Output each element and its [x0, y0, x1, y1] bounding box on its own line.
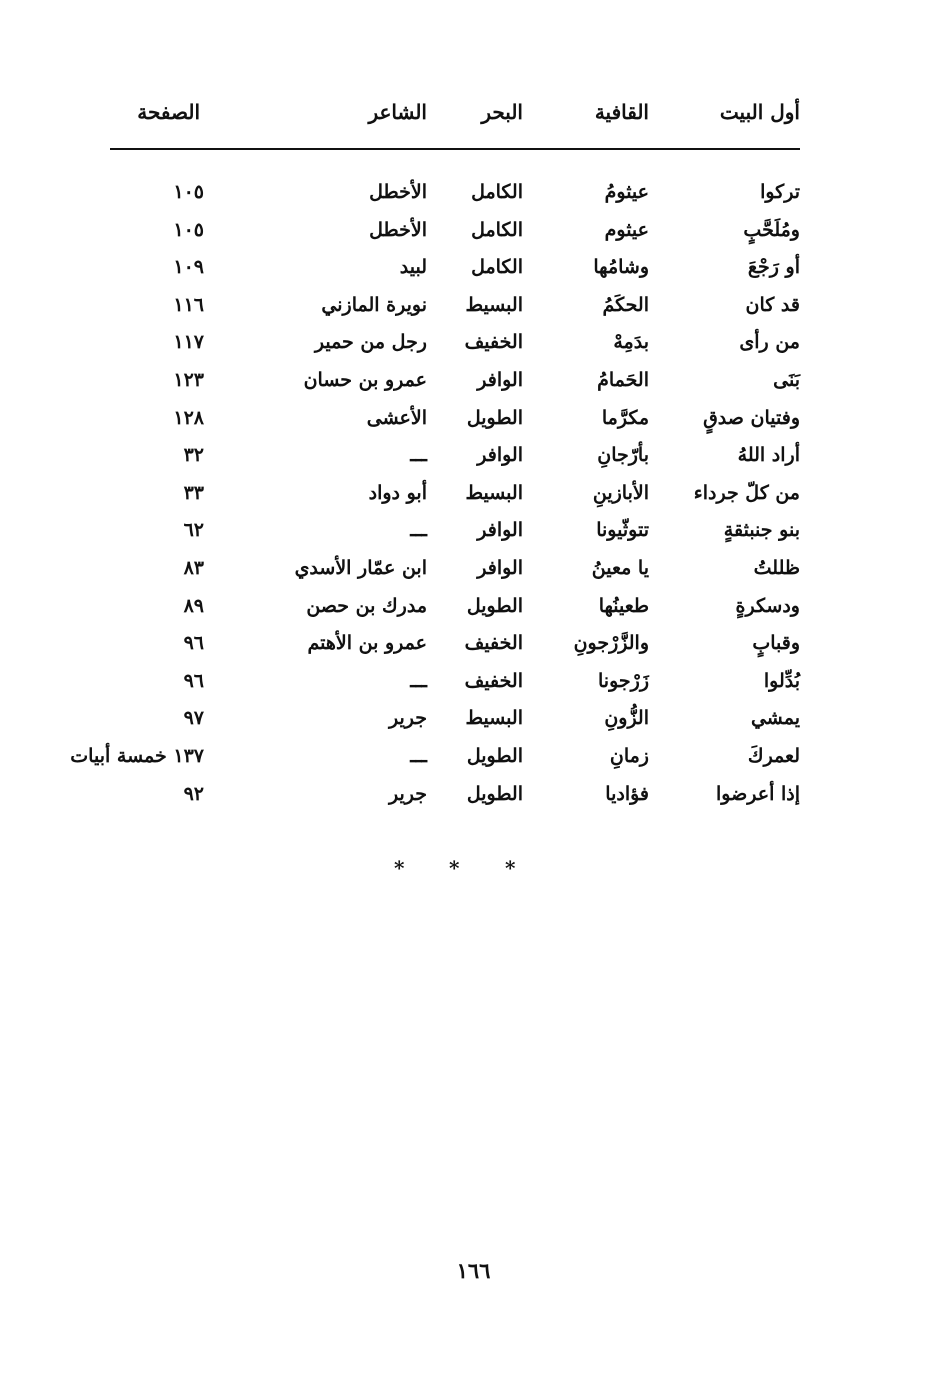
table-row	[0, 632, 947, 668]
poet-cell: ـــ	[410, 519, 427, 541]
first-verse-cell: من رأى	[739, 331, 800, 353]
rhyme-cell: زمانِ	[609, 745, 649, 767]
meter-cell: الطويل	[466, 407, 523, 429]
page-cell: ٩٦	[183, 670, 204, 692]
poet-cell: الأخطل	[369, 219, 427, 241]
poet-cell: مدرك بن حصن	[306, 595, 427, 617]
page-cell: ٣٣	[183, 482, 204, 504]
page-cell: ٩٢	[183, 783, 204, 805]
table-row	[0, 444, 947, 480]
rhyme-cell: بأرّجانِ	[597, 444, 649, 466]
poet-cell: لبيد	[399, 256, 427, 278]
table-row	[0, 557, 947, 593]
header-first-verse: أول البيت	[719, 100, 800, 124]
page-cell: ١٢٣	[173, 369, 204, 391]
poet-cell: نويرة المازني	[321, 294, 427, 316]
table-row	[0, 595, 947, 631]
table-row	[0, 519, 947, 555]
first-verse-cell: إذا أعرضوا	[716, 783, 800, 805]
first-verse-cell: تركوا	[760, 181, 800, 203]
table-row	[0, 482, 947, 518]
ornament-star: *	[449, 856, 460, 880]
first-verse-cell: ظللتُ	[753, 557, 800, 579]
page-cell: ١٢٨	[173, 407, 204, 429]
page-cell: ٩٧	[183, 707, 204, 729]
first-verse-cell: ومُلَحَّبٍ	[743, 219, 800, 241]
poet-cell: الأعشى	[366, 407, 427, 429]
meter-cell: البسيط	[465, 294, 523, 316]
rhyme-cell: مكرَّما	[601, 407, 649, 429]
rhyme-cell: طعينُها	[598, 595, 649, 617]
meter-cell: الكامل	[471, 219, 523, 241]
poet-cell: رجل من حمير	[314, 331, 427, 353]
first-verse-cell: بَنَى	[773, 369, 800, 391]
rhyme-cell: عيثوم	[604, 219, 649, 241]
table-row	[0, 745, 947, 781]
table-row	[0, 407, 947, 443]
poet-cell: عمرو بن حسان	[303, 369, 427, 391]
rhyme-cell: زَرْجونا	[598, 670, 649, 692]
rhyme-cell: فؤاديا	[605, 783, 649, 805]
poet-cell: ـــ	[410, 444, 427, 466]
table-row	[0, 256, 947, 292]
rhyme-cell: يا معينُ	[591, 557, 649, 579]
poet-cell: أبو دواد	[368, 482, 427, 504]
poet-cell: ـــ	[410, 745, 427, 767]
first-verse-cell: بُدِّلوا	[763, 670, 800, 692]
meter-cell: الخفيف	[464, 670, 523, 692]
meter-cell: الوافر	[477, 519, 523, 541]
first-verse-cell: أو رَجْعَ	[747, 256, 800, 278]
first-verse-cell: ودسكرةٍ	[735, 595, 800, 617]
meter-cell: الطويل	[466, 783, 523, 805]
header-page: الصفحة	[137, 100, 200, 124]
meter-cell: الخفيف	[464, 632, 523, 654]
page-cell: ١١٧	[173, 331, 204, 353]
page-cell: ١٠٩	[173, 256, 204, 278]
rhyme-cell: الزُّونِ	[604, 707, 649, 729]
page-cell: ١٠٥	[173, 219, 204, 241]
meter-cell: الكامل	[471, 181, 523, 203]
page-cell: ١٠٥	[173, 181, 204, 203]
first-verse-cell: قد كان	[745, 294, 800, 316]
page-number: ١٦٦	[456, 1258, 491, 1283]
table-row	[0, 707, 947, 743]
page-cell: ٨٣	[183, 557, 204, 579]
rhyme-cell: الأبازينِ	[592, 482, 649, 504]
ornament-star: *	[505, 856, 516, 880]
meter-cell: الوافر	[477, 369, 523, 391]
page-cell: ٨٩	[183, 595, 204, 617]
header-rule	[110, 148, 800, 150]
header-poet: الشاعر	[368, 100, 427, 124]
page-cell: ١٣٧ خمسة أبيات	[70, 745, 204, 767]
meter-cell: الطويل	[466, 745, 523, 767]
meter-cell: الوافر	[477, 557, 523, 579]
table-row	[0, 783, 947, 819]
rhyme-cell: تتوثّيونا	[596, 519, 649, 541]
rhyme-cell: الحَمامُ	[597, 369, 649, 391]
table-row	[0, 181, 947, 217]
first-verse-cell: بنو جنبثقةٍ	[723, 519, 800, 541]
table-row	[0, 219, 947, 255]
rhyme-cell: الحكَمُ	[602, 294, 649, 316]
page-cell: ٩٦	[183, 632, 204, 654]
meter-cell: الخفيف	[464, 331, 523, 353]
table-row	[0, 331, 947, 367]
rhyme-cell: عيثومُ	[604, 181, 649, 203]
rhyme-cell: والزَّرْجونِ	[573, 632, 649, 654]
page-cell: ٦٢	[183, 519, 204, 541]
header-rhyme: القافية	[594, 100, 649, 124]
meter-cell: البسيط	[465, 707, 523, 729]
poet-cell: عمرو بن الأهتم	[307, 632, 427, 654]
table-row	[0, 670, 947, 706]
first-verse-cell: وفتيان صدقٍ	[703, 407, 800, 429]
first-verse-cell: وقبابٍ	[752, 632, 800, 654]
rhyme-cell: وشامُها	[593, 256, 649, 278]
table-row	[0, 294, 947, 330]
poet-cell: الأخطل	[369, 181, 427, 203]
ornament-star: *	[394, 856, 405, 880]
meter-cell: الطويل	[466, 595, 523, 617]
poet-cell: ـــ	[410, 670, 427, 692]
poet-cell: جرير	[389, 783, 427, 805]
meter-cell: الكامل	[471, 256, 523, 278]
poet-cell: جرير	[389, 707, 427, 729]
meter-cell: الوافر	[477, 444, 523, 466]
first-verse-cell: لعمركَ	[747, 745, 800, 767]
page-cell: ٣٢	[183, 444, 204, 466]
first-verse-cell: أراد اللهُ	[737, 444, 800, 466]
meter-cell: البسيط	[465, 482, 523, 504]
header-meter: البحر	[481, 100, 523, 124]
first-verse-cell: يمشي	[750, 707, 800, 729]
rhyme-cell: بدَمِهْ	[613, 331, 649, 353]
poet-cell: ابن عمّار الأسدي	[294, 557, 427, 579]
page-cell: ١١٦	[173, 294, 204, 316]
table-header	[0, 100, 947, 136]
table-row	[0, 369, 947, 405]
first-verse-cell: من كلّ جرداء	[693, 482, 800, 504]
